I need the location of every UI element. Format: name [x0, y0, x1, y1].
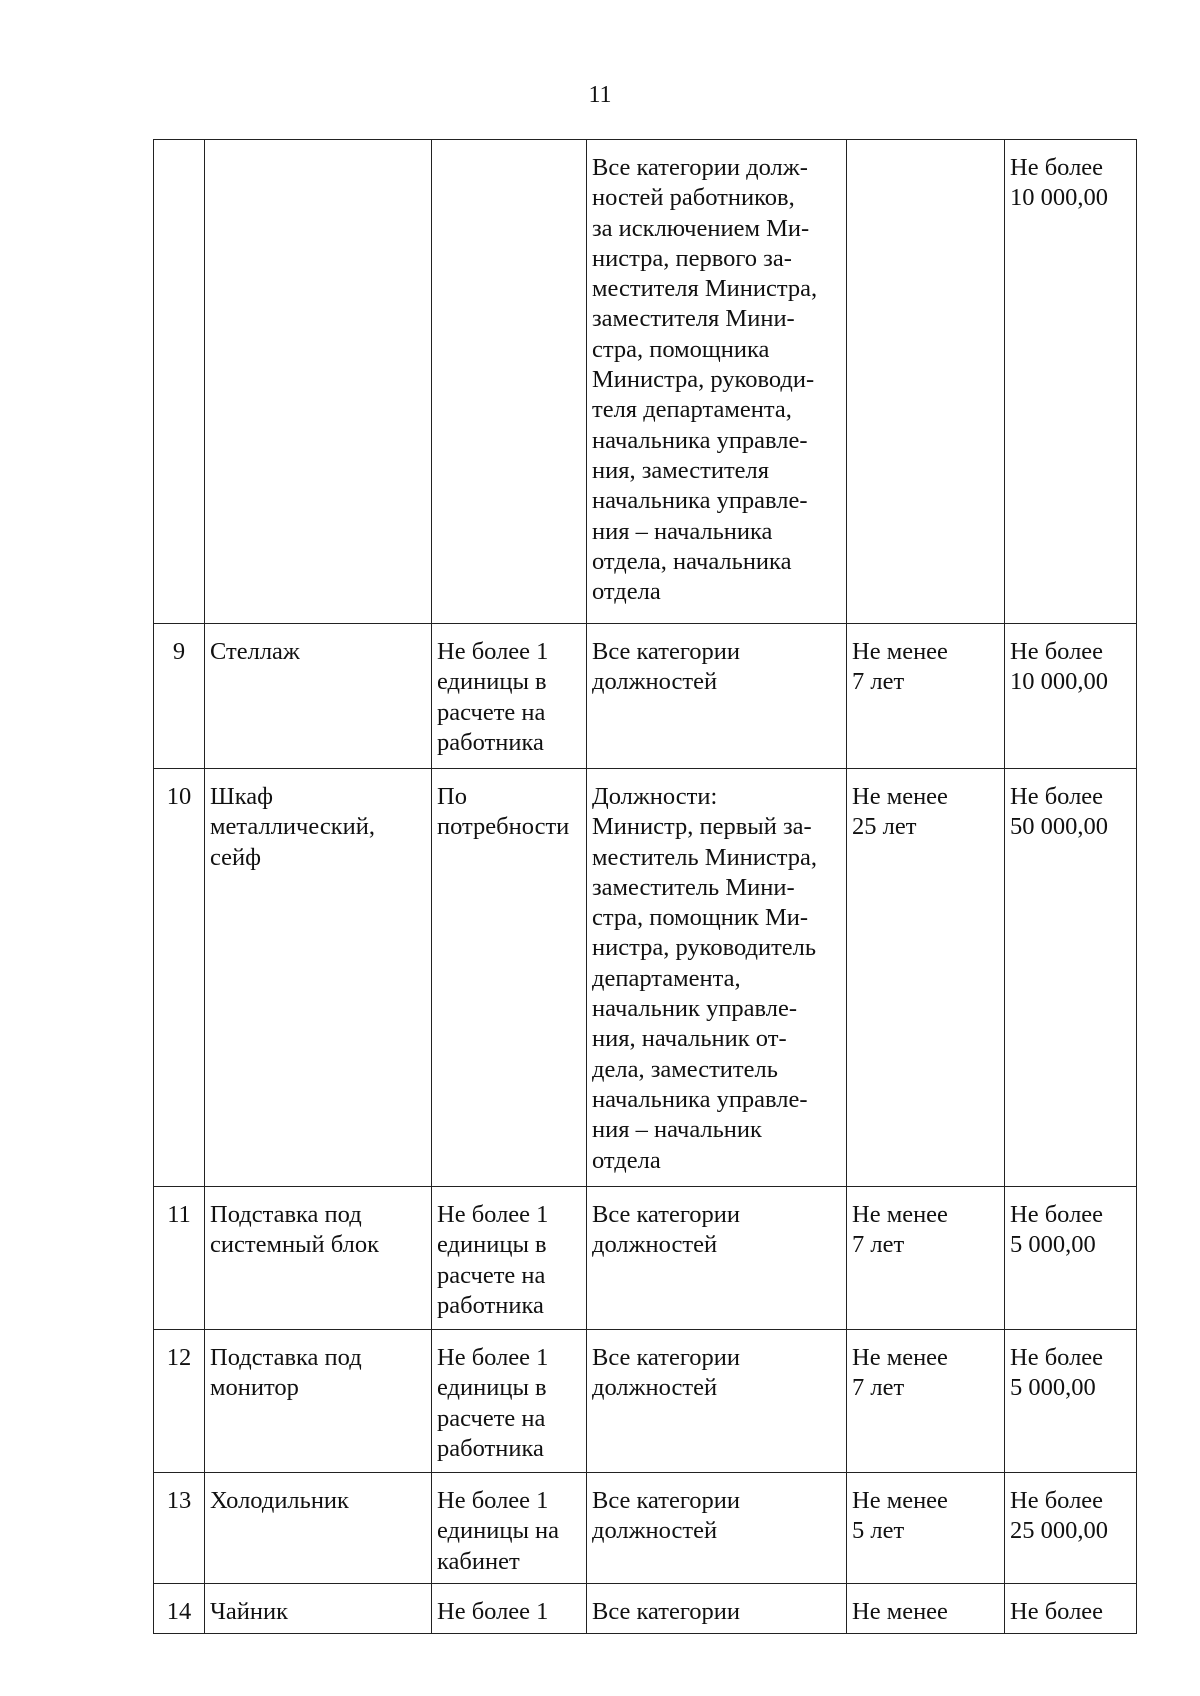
row-number-cell: 10	[154, 769, 205, 1187]
row-number-cell: 12	[154, 1330, 205, 1473]
positions-cell: Должности: Министр, первый за- меститель Министра, заместитель Мини- стра, помощник Ми- нистра, руководитель департамента, начальник управле- ния, начальник от- дела, заместитель начальника управле- ния – начальник отдела	[587, 769, 847, 1187]
price-cell: Не более 5 000,00	[1005, 1330, 1137, 1473]
positions-cell: Все категории должностей	[587, 1473, 847, 1584]
positions-cell: Все категории должностей	[587, 1187, 847, 1330]
service-term-cell: Не менее 25 лет	[847, 769, 1005, 1187]
quantity-cell	[432, 140, 587, 624]
service-term-cell	[847, 140, 1005, 624]
row-number-cell: 14	[154, 1584, 205, 1634]
item-name-cell	[205, 140, 432, 624]
positions-cell: Все категории должностей	[587, 624, 847, 769]
quantity-cell: Не более 1 единицы в расчете на работника	[432, 624, 587, 769]
positions-cell: Все категории должностей	[587, 1330, 847, 1473]
item-name-cell: Чайник	[205, 1584, 432, 1634]
table-row	[154, 769, 1137, 1187]
price-cell: Не более 5 000,00	[1005, 1187, 1137, 1330]
row-number-cell: 11	[154, 1187, 205, 1330]
item-name-cell: Подставка под монитор	[205, 1330, 432, 1473]
table-row	[154, 1473, 1137, 1584]
table-row	[154, 1187, 1137, 1330]
price-cell: Не более	[1005, 1584, 1137, 1634]
quantity-cell: Не более 1 единицы в расчете на работника	[432, 1187, 587, 1330]
norms-table	[153, 139, 1137, 1634]
table-row	[154, 1330, 1137, 1473]
positions-cell: Все категории	[587, 1584, 847, 1634]
quantity-cell: По потребности	[432, 769, 587, 1187]
quantity-cell: Не более 1 единицы на кабинет	[432, 1473, 587, 1584]
price-cell: Не более 10 000,00	[1005, 140, 1137, 624]
page-number: 11	[588, 82, 612, 108]
row-number-cell	[154, 140, 205, 624]
item-name-cell: Шкаф металлический, сейф	[205, 769, 432, 1187]
row-number-cell: 9	[154, 624, 205, 769]
service-term-cell: Не менее	[847, 1584, 1005, 1634]
item-name-cell: Стеллаж	[205, 624, 432, 769]
service-term-cell: Не менее 7 лет	[847, 1187, 1005, 1330]
service-term-cell: Не менее 7 лет	[847, 624, 1005, 769]
quantity-cell: Не более 1	[432, 1584, 587, 1634]
table-row	[154, 624, 1137, 769]
row-number-cell: 13	[154, 1473, 205, 1584]
service-term-cell: Не менее 7 лет	[847, 1330, 1005, 1473]
price-cell: Не более 50 000,00	[1005, 769, 1137, 1187]
item-name-cell: Подставка под системный блок	[205, 1187, 432, 1330]
price-cell: Не более 10 000,00	[1005, 624, 1137, 769]
table-row	[154, 1584, 1137, 1634]
item-name-cell: Холодильник	[205, 1473, 432, 1584]
quantity-cell: Не более 1 единицы в расчете на работника	[432, 1330, 587, 1473]
price-cell: Не более 25 000,00	[1005, 1473, 1137, 1584]
service-term-cell: Не менее 5 лет	[847, 1473, 1005, 1584]
positions-cell: Все категории долж- ностей работников, за исключением Ми- нистра, первого за- местителя Министра, заместителя Мини- стра, помощника Министра, руководи- теля департамента, начальника управле- ния, заместителя начальника управле- ния – начальника отдела, начальника отдела	[587, 140, 847, 624]
table-row	[154, 140, 1137, 624]
